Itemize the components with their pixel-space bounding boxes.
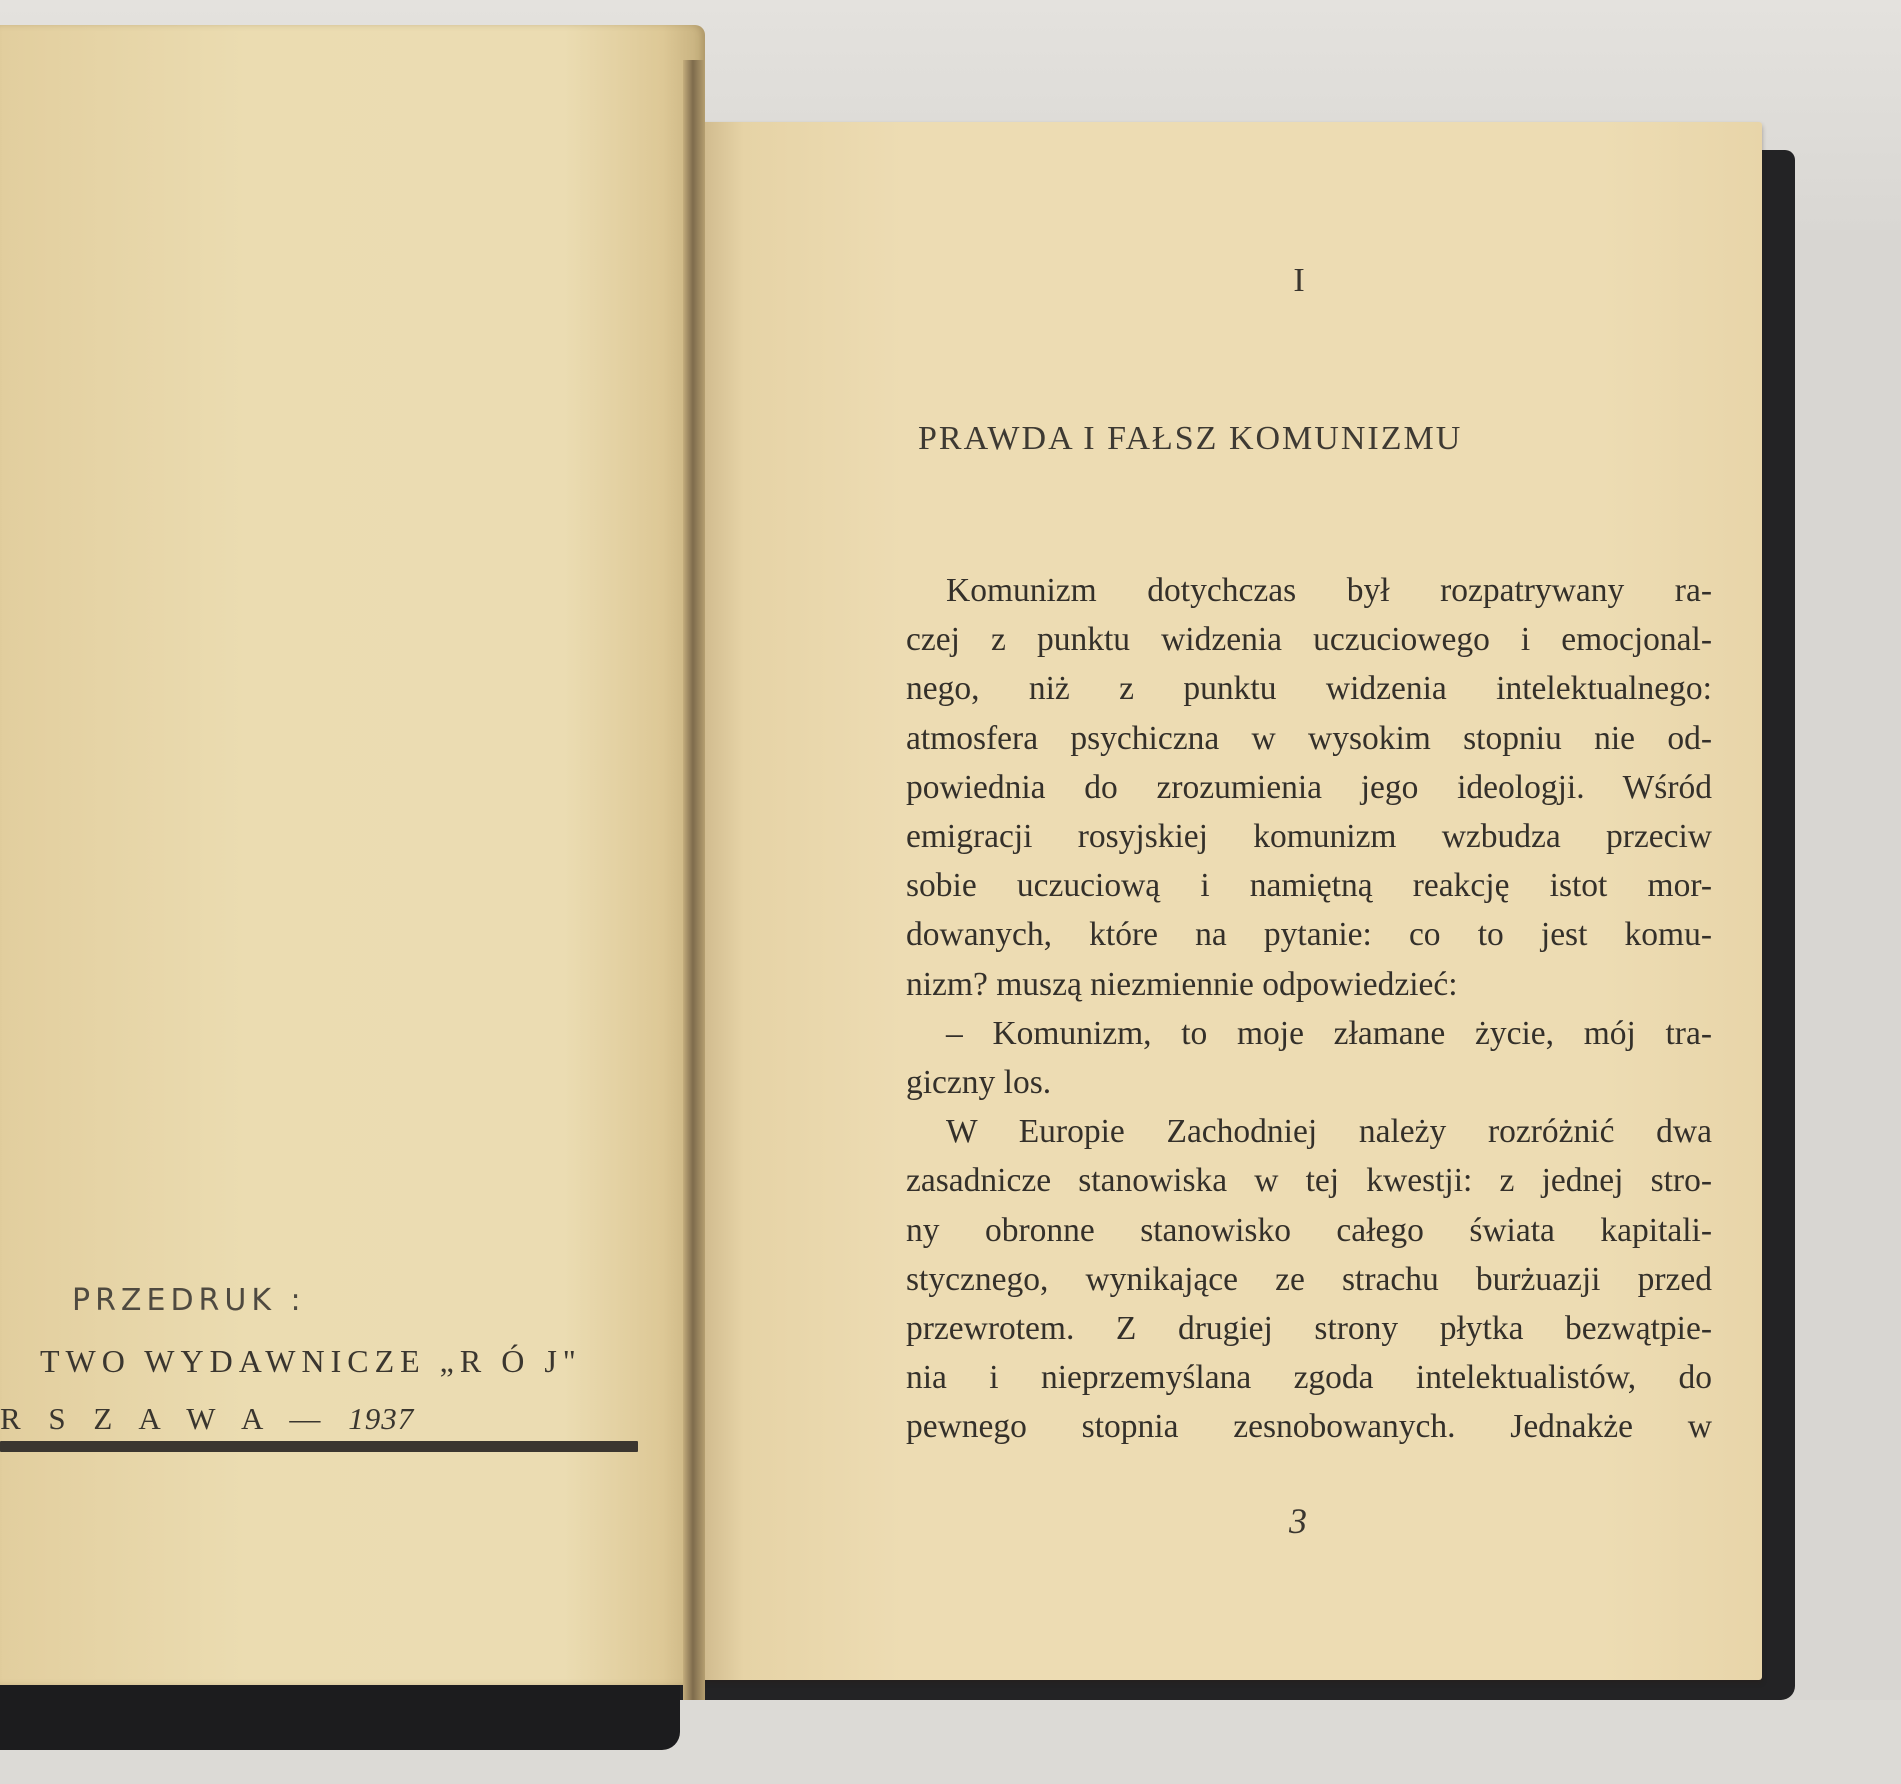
- text-line: zasadnicze stanowiska w tej kwestji: z jednej stro-: [906, 1162, 1712, 1200]
- text-line: nego, niż z punktu widzenia intelektualnego:: [906, 670, 1712, 708]
- text-line: atmosfera psychiczna w wysokim stopniu nie od-: [906, 719, 1712, 757]
- text-line: powiednia do zrozumienia jego ideologji. Wśród: [906, 768, 1712, 806]
- text-line: nia i nieprzemyślana zgoda intelektualistów, do: [906, 1359, 1712, 1397]
- imprint-publisher: TWO WYDAWNICZE „R Ó J": [40, 1343, 582, 1379]
- imprint-label: PRZEDRUK :: [72, 1283, 306, 1318]
- text-line: dowanych, które na pytanie: co to jest komu-: [906, 916, 1712, 954]
- imprint-city: R S Z A W A —: [0, 1401, 331, 1436]
- text-line: ny obronne stanowisko całego świata kapitali-: [906, 1211, 1712, 1249]
- left-page: [0, 25, 705, 1685]
- imprint-year: 1937: [348, 1401, 415, 1436]
- imprint-place: [0, 1401, 414, 1437]
- text-line: przewrotem. Z drugiej strony płytka bezwątpie-: [906, 1310, 1712, 1348]
- text-line: – Komunizm, to moje złamane życie, mój tra-: [946, 1014, 1712, 1052]
- text-line: Komunizm dotychczas był rozpatrywany ra-: [946, 572, 1712, 609]
- chapter-title: PRAWDA I FAŁSZ KOMUNIZMU: [918, 420, 1463, 457]
- text-line: sobie uczuciową i namiętną reakcję istot mor-: [906, 867, 1712, 905]
- body-text: [906, 566, 1712, 1452]
- text-line: stycznego, wynikające ze strachu burżuazji przed: [906, 1260, 1712, 1298]
- text-line: giczny los.: [906, 1064, 1052, 1102]
- text-line: nizm? muszą niezmiennie odpowiedzieć:: [906, 965, 1458, 1003]
- text-line: pewnego stopnia zesnobowanych. Jednakże w: [906, 1408, 1712, 1446]
- text-line: W Europie Zachodniej należy rozróżnić dwa: [946, 1113, 1712, 1151]
- imprint-rule: [0, 1441, 638, 1452]
- chapter-number: I: [1293, 262, 1305, 299]
- text-line: emigracji rosyjskiej komunizm wzbudza przeciw: [906, 818, 1712, 856]
- page-number: 3: [1289, 1501, 1307, 1541]
- text-line: czej z punktu widzenia uczuciowego i emocjonal-: [906, 621, 1712, 659]
- book-gutter: [683, 60, 705, 1700]
